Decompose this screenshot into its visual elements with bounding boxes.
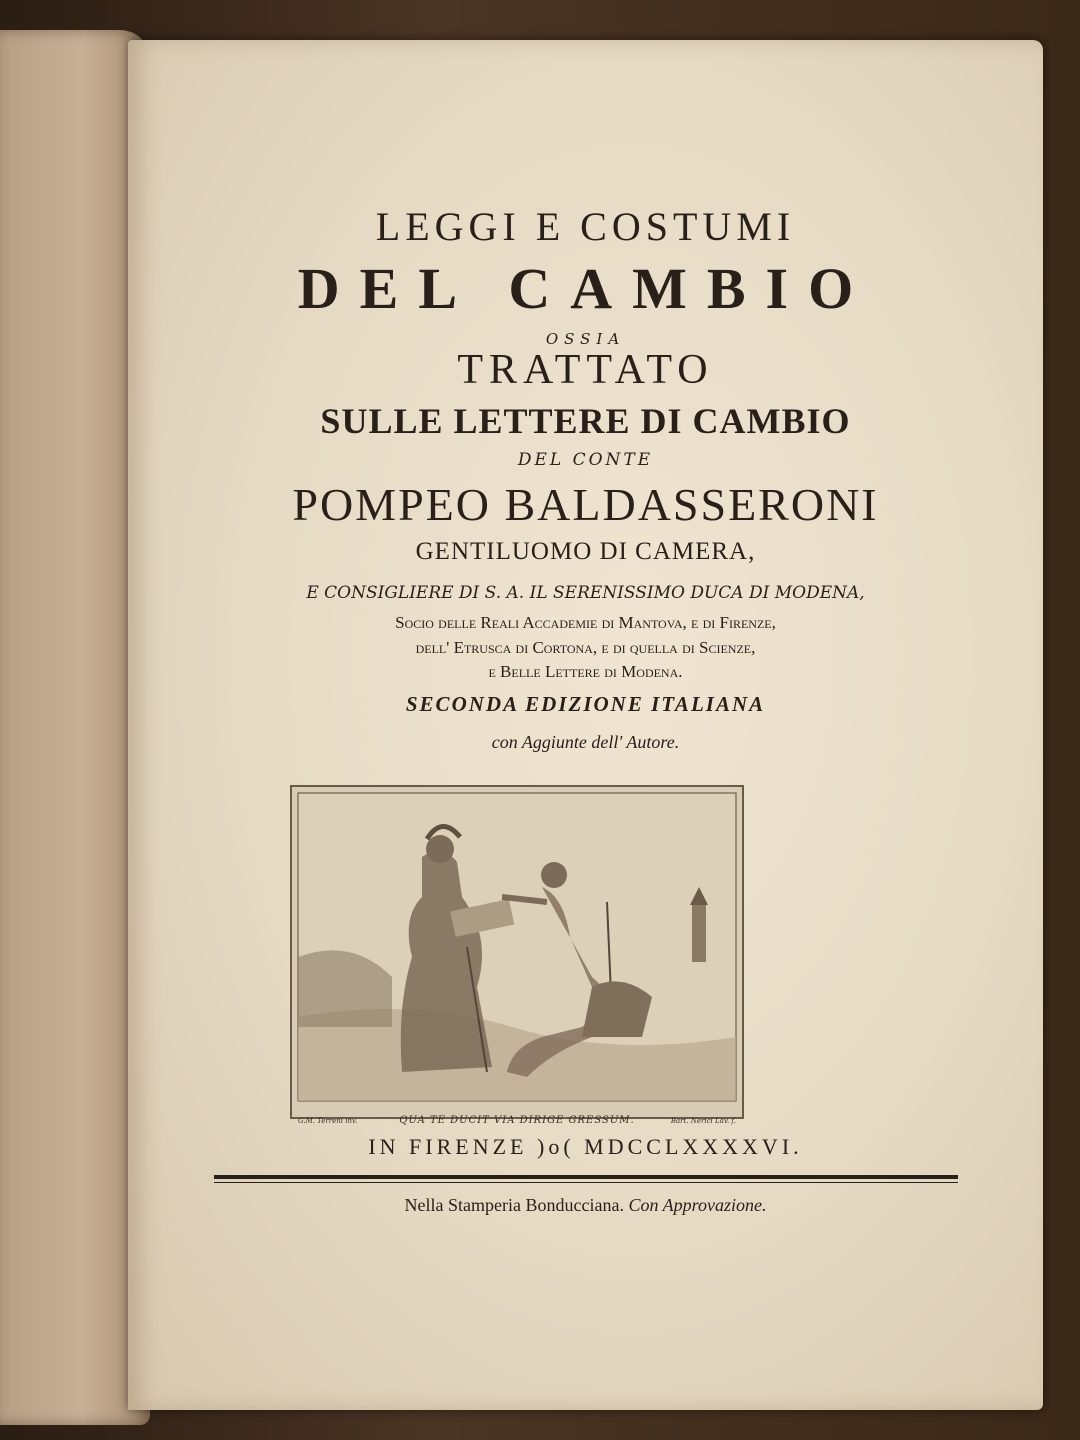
title-line-5: SULLE LETTERE DI CAMBIO (320, 401, 851, 441)
additions-line: con Aggiunte dell' Autore. (491, 732, 680, 752)
author-role-2: E CONSIGLIERE DI S. A. IL SERENISSIMO DUCA DI MODENA, (306, 583, 865, 603)
engraving-illustration (292, 787, 742, 1107)
approval-note: Con Approvazione. (628, 1195, 767, 1215)
title-line-1: LEGGI E COSTUMI (375, 204, 796, 249)
printer-name: Nella Stamperia Bonducciana. (404, 1195, 624, 1215)
title-line-2: DEL CAMBIO (297, 256, 874, 321)
engraved-vignette (290, 785, 744, 1126)
title-line-4: TRATTATO (457, 347, 714, 393)
academies-line-2: dell' Etrusca di Cortona, e di quella di Scienze, (415, 638, 756, 657)
academies-line-3: e Belle Lettere di Modena. (488, 662, 683, 681)
engraver-credit-left: G.M. Terreni inv. (298, 1117, 358, 1125)
double-rule-thick (214, 1175, 958, 1179)
engraver-credit-right: Bart. Nerici Lav. f. (670, 1117, 736, 1125)
imprint-printer-line (128, 1195, 1043, 1216)
edition-line: SECONDA EDIZIONE ITALIANA (405, 692, 766, 716)
double-rule-thin (214, 1182, 958, 1183)
author-name: POMPEO BALDASSERONI (292, 479, 879, 530)
title-page (128, 40, 1043, 1410)
imprint-city-date: IN FIRENZE )o( MDCCLXXXXVI. (368, 1134, 803, 1159)
author-role-1: GENTILUOMO DI CAMERA, (415, 538, 756, 565)
title-line-6: DEL CONTE (517, 450, 654, 470)
plate-motto: QUA TE DUCIT VIA DIRIGE GRESSUM. (399, 1115, 635, 1126)
academies-line-1: Socio delle Reali Accademie di Mantova, e di Firenze, (395, 613, 776, 632)
title-line-3: OSSIA (545, 330, 626, 348)
